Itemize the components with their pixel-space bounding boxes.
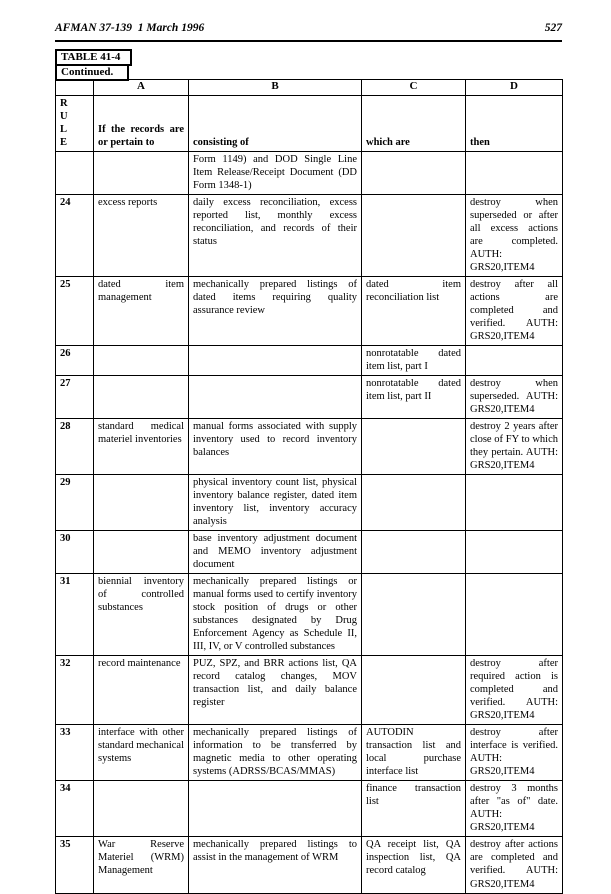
col-a-cell (94, 475, 189, 531)
col-c-cell (362, 531, 466, 574)
col-b-cell: manual forms associated with supply inventory used to record inventory balances (189, 418, 362, 474)
doc-header (55, 22, 562, 40)
col-b-cell: daily excess reconciliation, excess reported list, monthly excess reconciliation, and records of their status (189, 194, 362, 276)
records-table (55, 79, 563, 894)
col-b-cell (189, 375, 362, 418)
col-d-cell (466, 151, 563, 194)
col-b-cell: physical inventory count list, physical inventory balance register, dated item inventory list, inventory accuracy analysis (189, 475, 362, 531)
col-d-cell: destroy 3 months after "as of" date. AUTH: GRS20,ITEM4 (466, 781, 563, 837)
col-d-cell (466, 531, 563, 574)
col-a-cell (94, 375, 189, 418)
col-letter-a: A (94, 80, 189, 96)
rule-letter: R (60, 97, 68, 109)
col-b-cell (189, 781, 362, 837)
table-row (56, 194, 563, 276)
col-d-cell (466, 345, 563, 375)
col-b-cell: mechanically prepared listings to assist in the management of WRM (189, 837, 362, 893)
col-c-cell (362, 151, 466, 194)
table-row (56, 345, 563, 375)
col-a-cell: record maintenance (94, 656, 189, 725)
col-b-cell: mechanically prepared listings of information to be transferred by magnetic media to other operating systems (ADRSS/BCAS/MMAS) (189, 725, 362, 781)
col-d-cell: destroy after all actions are completed and verified. AUTH: GRS20,ITEM4 (466, 276, 563, 345)
col-b-cell (189, 345, 362, 375)
rule-cell: 24 (56, 194, 94, 276)
continued-label-box (55, 64, 129, 81)
col-c-cell (362, 574, 466, 656)
col-header-d: then (466, 95, 563, 151)
col-d-cell: destroy after interface is verified. AUTH: GRS20,ITEM4 (466, 725, 563, 781)
col-a-cell (94, 151, 189, 194)
rule-letter: U (60, 110, 68, 122)
col-c-cell: AUTODIN transaction list and local purchase interface list (362, 725, 466, 781)
col-c-cell (362, 475, 466, 531)
rule-cell: 32 (56, 656, 94, 725)
col-letter-b: B (189, 80, 362, 96)
rule-cell: 27 (56, 375, 94, 418)
table-row (56, 151, 563, 194)
table-row (56, 656, 563, 725)
col-c-cell (362, 418, 466, 474)
rule-cell: 33 (56, 725, 94, 781)
table-row (56, 375, 563, 418)
header-divider (55, 40, 562, 42)
col-letter-c: C (362, 80, 466, 96)
table-label: TABLE 41-4 (61, 51, 121, 63)
rule-cell: 30 (56, 531, 94, 574)
rule-header-cell (56, 95, 94, 151)
rule-cell (56, 151, 94, 194)
table-row (56, 531, 563, 574)
rule-cell: 35 (56, 837, 94, 893)
table-row (56, 475, 563, 531)
col-c-cell: nonrotatable dated item list, part I (362, 345, 466, 375)
col-header-b: consisting of (189, 95, 362, 151)
rule-cell: 31 (56, 574, 94, 656)
table-row (56, 276, 563, 345)
col-c-cell: dated item reconciliation list (362, 276, 466, 345)
page-number: 527 (544, 22, 562, 34)
col-a-cell: dated item management (94, 276, 189, 345)
col-c-cell (362, 194, 466, 276)
col-d-cell: destroy when superseded or after all excess actions are completed. AUTH: GRS20,ITEM4 (466, 194, 563, 276)
table-row (56, 418, 563, 474)
col-d-cell: destroy after required action is completed and verified. AUTH: GRS20,ITEM4 (466, 656, 563, 725)
rule-cell: 26 (56, 345, 94, 375)
table-row (56, 837, 563, 893)
continued-label: Continued. (61, 66, 114, 78)
col-b-cell: base inventory adjustment document and MEMO inventory adjustment document (189, 531, 362, 574)
column-letter-row (56, 80, 563, 96)
col-c-cell: QA receipt list, QA inspection list, QA record catalog (362, 837, 466, 893)
col-b-cell: mechanically prepared listings of dated items requiring quality assurance review (189, 276, 362, 345)
col-c-cell (362, 656, 466, 725)
col-c-cell: nonrotatable dated item list, part II (362, 375, 466, 418)
col-a-cell (94, 345, 189, 375)
col-d-cell: destroy 2 years after close of FY to which they pertain. AUTH: GRS20,ITEM4 (466, 418, 563, 474)
col-d-cell (466, 574, 563, 656)
rule-letter-spacer-cell (56, 80, 94, 96)
col-a-cell (94, 531, 189, 574)
col-d-cell (466, 475, 563, 531)
col-b-cell: mechanically prepared listings or manual forms used to certify inventory stock position of drugs or other substances designated by Drug Enforcement Agency as Schedule II, III, IV, or V controlled substances (189, 574, 362, 656)
table-row (56, 781, 563, 837)
table-row (56, 574, 563, 656)
col-a-cell: standard medical materiel inventories (94, 418, 189, 474)
doc-title: AFMAN 37-139 1 March 1996 (55, 22, 205, 34)
column-header-row (56, 95, 563, 151)
col-header-a: If the records are or pertain to (94, 95, 189, 151)
col-header-c: which are (362, 95, 466, 151)
rule-cell: 28 (56, 418, 94, 474)
col-a-cell (94, 781, 189, 837)
col-b-cell: PUZ, SPZ, and BRR actions list, QA record catalog changes, MOV transaction list, and daily balance register (189, 656, 362, 725)
rule-letter: E (60, 136, 68, 148)
col-c-cell: finance transaction list (362, 781, 466, 837)
col-a-cell: excess reports (94, 194, 189, 276)
rule-cell: 29 (56, 475, 94, 531)
table-row (56, 725, 563, 781)
col-a-cell: biennial inventory of controlled substances (94, 574, 189, 656)
col-d-cell: destroy when superseded. AUTH: GRS20,ITEM4 (466, 375, 563, 418)
table-body (56, 151, 563, 893)
rule-cell: 25 (56, 276, 94, 345)
rule-cell: 34 (56, 781, 94, 837)
col-a-cell: interface with other standard mechanical systems (94, 725, 189, 781)
rule-letter: L (60, 123, 68, 135)
col-d-cell: destroy after actions are completed and verified. AUTH: GRS20,ITEM4 (466, 837, 563, 893)
col-a-cell: War Reserve Materiel (WRM) Management (94, 837, 189, 893)
col-b-cell: Form 1149) and DOD Single Line Item Release/Receipt Document (DD Form 1348-1) (189, 151, 362, 194)
col-letter-d: D (466, 80, 563, 96)
